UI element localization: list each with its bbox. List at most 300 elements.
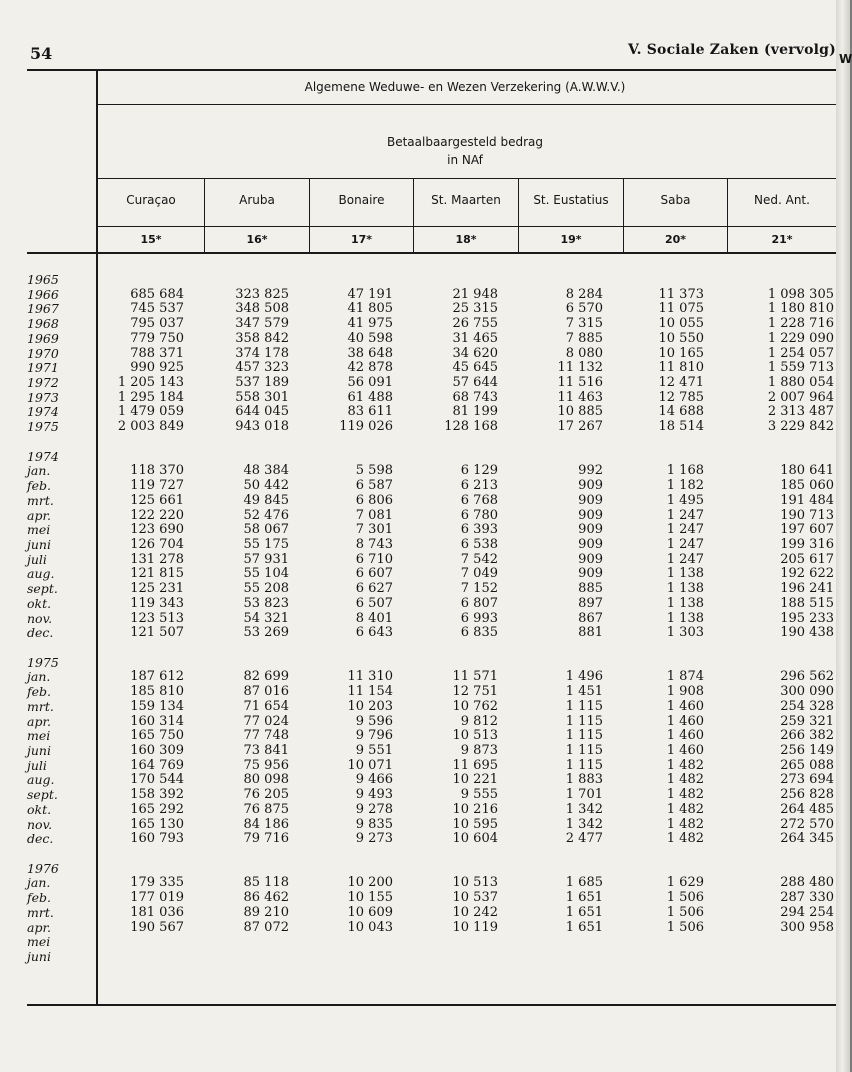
row-label: juni [27,743,51,758]
table-cell [519,641,603,656]
table-cell: 34 620 [452,345,498,361]
row-label: aug. [27,772,55,788]
table-cell: 159 134 [130,698,184,714]
table-cell: 6 780 [460,507,498,523]
table-cell: 21 948 [452,286,498,302]
table-cell: 77 024 [243,713,289,729]
table-cell: 160 309 [130,743,184,758]
table-cell: 185 060 [780,478,834,494]
table-cell: 1 168 [666,463,704,479]
table-cell [519,862,603,877]
table-cell: 10 609 [347,904,393,920]
table-cell: 3 229 842 [767,419,834,435]
table-cell [728,950,834,965]
table-cell: 9 812 [460,713,498,729]
table-cell: 11 695 [452,757,498,773]
table-cell [624,450,704,465]
table-cell: 1 880 054 [767,375,834,391]
table-cell: 11 516 [557,375,603,391]
table-cell: 1 482 [666,787,704,803]
table-cell: 41 975 [347,316,393,332]
row-label: 1975 [27,654,59,670]
table-cell [519,435,603,450]
row-label: apr. [27,713,52,729]
table-cell: 10 595 [452,816,498,832]
table-cell: 685 684 [130,286,184,302]
row-label: feb. [27,890,51,906]
table-cell: 9 596 [355,713,393,729]
table-cell: 1 115 [565,698,603,714]
table-cell: 5 598 [355,463,393,479]
table-cell: 6 393 [460,522,498,538]
table-cell [414,935,498,950]
table-cell: 53 269 [243,625,289,641]
row-label: okt. [27,595,52,611]
table-cell: 81 199 [452,404,498,420]
table-cell: 6 607 [355,566,393,582]
table-cell: 57 644 [452,375,498,391]
table-cell: 160 793 [130,831,184,847]
section-title: V. Sociale Zaken (vervolg) [627,42,836,58]
table-cell: 1 559 713 [767,360,834,376]
table-cell: 1 506 [666,904,704,920]
table-cell: 179 335 [130,875,184,891]
table-cell: 909 [578,522,603,538]
row-label: nov. [27,816,53,832]
table-cell: 1 247 [666,536,704,552]
table-cell: 1 247 [666,522,704,538]
table-cell: 1 138 [666,581,704,597]
table-cell [414,847,498,862]
table-cell: 745 537 [130,301,184,317]
table-cell: 187 612 [130,669,184,685]
table-cell: 264 485 [780,801,834,817]
table-cell [310,450,393,465]
table-cell: 8 401 [355,610,393,626]
top-rule [27,69,836,71]
table-cell: 126 704 [130,536,184,552]
table-cell: 943 018 [235,419,289,435]
data-column-saba [624,273,704,965]
table-cell: 50 442 [243,478,289,494]
table-cell: 57 931 [243,551,289,567]
table-cell: 9 555 [460,787,498,803]
table-cell: 1 629 [666,875,704,891]
table-cell: 881 [578,625,603,641]
table-cell: 8 743 [355,536,393,552]
table-cell: 190 713 [780,507,834,523]
table-cell [624,847,704,862]
table-cell [310,641,393,656]
table-subtitle [98,133,832,169]
data-column-aruba [205,273,289,965]
table-cell: 885 [578,581,603,597]
table-cell [310,935,393,950]
row-label: 1967 [27,301,59,317]
table-cell: 119 026 [339,419,393,435]
table-cell: 165 292 [130,801,184,817]
table-cell: 9 466 [355,772,393,788]
table-cell: 1 342 [565,801,603,817]
table-cell: 12 751 [452,684,498,700]
table-cell: 1 254 057 [767,345,834,361]
table-cell: 10 513 [452,728,498,744]
table-cell: 1 482 [666,816,704,832]
table-cell: 83 611 [347,404,393,420]
table-cell: 9 273 [355,831,393,847]
row-label: juli [27,551,47,567]
table-cell: 1 247 [666,551,704,567]
table-cell [205,656,289,671]
table-cell [728,656,834,671]
table-cell: 2 477 [565,831,603,847]
row-label: juni [27,536,51,552]
row-label: 1976 [27,860,59,876]
table-cell [310,435,393,450]
row-label: mei [27,522,51,538]
table-cell: 199 316 [780,536,834,552]
table-cell [414,450,498,465]
table-cell: 185 810 [130,684,184,700]
table-cell [98,847,184,862]
table-cell: 10 200 [347,875,393,891]
table-cell: 79 716 [243,831,289,847]
row-label: mei [27,934,51,950]
row-label: feb. [27,478,51,494]
column-number-st-maarten: 18* [455,233,477,246]
table-cell: 121 507 [130,625,184,641]
table-cell [728,435,834,450]
table-cell [98,450,184,465]
table-cell [205,862,289,877]
column-header-st-maarten: St. Maarten [431,193,501,207]
table-cell [310,273,393,288]
table-cell [98,935,184,950]
row-label: dec. [27,831,54,847]
table-cell: 12 471 [658,375,704,391]
table-cell: 1 883 [565,772,603,788]
table-cell [205,641,289,656]
table-cell: 11 132 [557,360,603,376]
table-cell: 8 080 [565,345,603,361]
table-cell: 1 180 810 [767,301,834,317]
table-cell: 7 081 [355,507,393,523]
table-cell [98,435,184,450]
table-cell: 1 228 716 [767,316,834,332]
table-cell: 54 321 [243,610,289,626]
row-label: aug. [27,566,55,582]
table-cell [728,847,834,862]
table-cell: 164 769 [130,757,184,773]
table-cell: 288 480 [780,875,834,891]
table-cell: 10 762 [452,698,498,714]
table-cell: 7 301 [355,522,393,538]
table-cell: 87 016 [243,684,289,700]
table-cell [414,656,498,671]
column-numbers-rule [27,252,836,254]
table-cell: 272 570 [780,816,834,832]
row-label: 1969 [27,330,59,346]
row-label: dec. [27,625,54,641]
table-cell: 86 462 [243,890,289,906]
table-cell [624,935,704,950]
adjacent-page-letter: W [839,52,852,66]
table-cell: 55 104 [243,566,289,582]
table-cell: 7 152 [460,581,498,597]
table-cell: 190 438 [780,625,834,641]
column-header-st-eustatius: St. Eustatius [533,193,609,207]
table-cell: 1 482 [666,772,704,788]
table-cell: 10 119 [452,919,498,935]
table-cell: 1 460 [666,743,704,758]
table-cell: 11 310 [347,669,393,685]
row-label: 1970 [27,345,59,361]
table-cell: 165 130 [130,816,184,832]
table-cell: 10 155 [347,890,393,906]
table-cell: 10 216 [452,801,498,817]
row-label: mrt. [27,698,54,714]
table-subtitle-line1: Betaalbaargesteld bedrag [386,135,544,149]
table-cell: 11 154 [347,684,393,700]
table-cell: 11 075 [658,301,704,317]
table-cell: 1 482 [666,757,704,773]
bottom-rule [27,1004,836,1006]
table-cell [519,847,603,862]
table-cell: 158 392 [130,787,184,803]
table-cell [519,273,603,288]
table-cell: 7 315 [565,316,603,332]
table-cell [414,862,498,877]
table-cell: 1 495 [666,492,704,508]
data-column-bonaire [310,273,393,965]
table-cell: 82 699 [243,669,289,685]
table-cell [98,862,184,877]
table-cell: 56 091 [347,375,393,391]
table-cell: 52 476 [243,507,289,523]
table-cell: 1 479 059 [117,404,184,420]
table-cell: 8 284 [565,286,603,302]
row-label [27,641,95,656]
table-cell [624,273,704,288]
table-cell: 76 205 [243,787,289,803]
table-cell: 10 885 [557,404,603,420]
row-label: 1966 [27,286,59,302]
table-cell: 53 823 [243,595,289,611]
table-cell: 75 956 [243,757,289,773]
row-label: mrt. [27,492,54,508]
table-cell [728,641,834,656]
table-cell: 9 551 [355,743,393,758]
table-cell: 123 690 [130,522,184,538]
table-cell: 9 493 [355,787,393,803]
table-cell: 73 841 [243,743,289,758]
table-cell [310,847,393,862]
table-cell: 2 003 849 [117,419,184,435]
table-cell [205,450,289,465]
table-cell: 170 544 [130,772,184,788]
table-cell [728,450,834,465]
table-cell: 6 806 [355,492,393,508]
table-cell: 196 241 [780,581,834,597]
table-cell: 992 [578,463,603,479]
table-cell: 1 205 143 [117,375,184,391]
table-cell: 125 661 [130,492,184,508]
table-cell: 266 382 [780,728,834,744]
table-cell: 1 506 [666,890,704,906]
table-cell: 49 845 [243,492,289,508]
row-label: juni [27,949,51,965]
table-cell: 1 138 [666,610,704,626]
table-cell: 1 115 [565,743,603,758]
table-cell: 347 579 [235,316,289,332]
table-cell: 1 247 [666,507,704,523]
table-cell: 17 267 [557,419,603,435]
table-cell: 264 345 [780,831,834,847]
column-header-ned-ant: Ned. Ant. [754,193,810,207]
row-label: mrt. [27,904,54,920]
row-label: juli [27,757,47,773]
table-cell: 1 908 [666,684,704,700]
table-cell: 1 496 [565,669,603,685]
table-cell: 7 542 [460,551,498,567]
table-cell: 55 175 [243,536,289,552]
table-cell [414,435,498,450]
table-cell: 77 748 [243,728,289,744]
table-cell: 294 254 [780,904,834,920]
table-cell: 197 607 [780,522,834,538]
table-cell: 296 562 [780,669,834,685]
table-cell: 1 651 [565,890,603,906]
table-cell: 909 [578,492,603,508]
table-cell [728,935,834,950]
table-cell: 6 710 [355,551,393,567]
table-cell: 10 242 [452,904,498,920]
table-cell [98,656,184,671]
table-cell: 11 810 [658,360,704,376]
table-cell: 1 651 [565,919,603,935]
table-cell: 909 [578,478,603,494]
table-cell: 10 165 [658,345,704,361]
table-cell: 348 508 [235,301,289,317]
table-cell: 10 043 [347,919,393,935]
table-cell: 55 208 [243,581,289,597]
table-cell [98,641,184,656]
table-cell: 45 645 [452,360,498,376]
table-cell [98,273,184,288]
table-cell [624,862,704,877]
table-cell: 1 229 090 [767,330,834,346]
table-cell: 358 842 [235,330,289,346]
column-number-aruba: 16* [246,233,268,246]
table-cell: 1 098 305 [767,286,834,302]
table-cell: 1 138 [666,566,704,582]
table-cell: 897 [578,595,603,611]
row-label: feb. [27,684,51,700]
table-cell: 12 785 [658,389,704,405]
table-cell: 205 617 [780,551,834,567]
table-cell: 9 873 [460,743,498,758]
table-cell: 123 513 [130,610,184,626]
row-label: 1974 [27,404,59,420]
data-column-ned-ant [728,273,834,965]
row-label: 1965 [27,272,59,287]
table-cell: 177 019 [130,890,184,906]
table-cell: 273 694 [780,772,834,788]
table-cell: 7 049 [460,566,498,582]
table-cell: 265 088 [780,757,834,773]
table-cell: 1 138 [666,595,704,611]
table-cell: 1 482 [666,801,704,817]
table-cell: 71 654 [243,698,289,714]
table-cell: 11 571 [452,669,498,685]
table-cell: 190 567 [130,919,184,935]
row-label: 1973 [27,389,59,405]
table-cell: 6 507 [355,595,393,611]
table-subtitle-line2: in NAf [447,153,483,167]
table-cell: 128 168 [444,419,498,435]
table-cell: 188 515 [780,595,834,611]
table-cell [519,950,603,965]
table-cell: 1 115 [565,757,603,773]
table-cell: 80 098 [243,772,289,788]
column-number-st-eustatius: 19* [560,233,582,246]
row-label: apr. [27,507,52,523]
table-cell: 165 750 [130,728,184,744]
row-label: nov. [27,610,53,626]
row-label: 1972 [27,375,59,391]
table-cell [98,950,184,965]
table-cell: 18 514 [658,419,704,435]
table-cell [624,641,704,656]
row-label: sept. [27,787,58,803]
table-cell [414,950,498,965]
table-cell [414,641,498,656]
table-cell: 7 885 [565,330,603,346]
table-cell [519,935,603,950]
table-cell [310,862,393,877]
table-cell: 1 451 [565,684,603,700]
column-number-ned-ant: 21* [771,233,793,246]
table-cell: 10 550 [658,330,704,346]
column-header-curacao: Curaçao [126,193,176,207]
column-number-bonaire: 17* [350,233,373,246]
table-cell: 160 314 [130,713,184,729]
table-cell: 795 037 [130,316,184,332]
table-cell: 41 805 [347,301,393,317]
table-cell: 9 835 [355,816,393,832]
table-cell: 1 482 [666,831,704,847]
row-label: jan. [27,669,51,685]
table-cell: 6 627 [355,581,393,597]
row-label: apr. [27,919,52,935]
table-cell: 256 149 [780,743,834,758]
table-cell: 256 828 [780,787,834,803]
table-cell: 1 342 [565,816,603,832]
table-cell: 48 384 [243,463,289,479]
table-cell: 374 178 [235,345,289,361]
table-cell: 181 036 [130,904,184,920]
table-cell: 121 815 [130,566,184,582]
table-cell: 1 115 [565,713,603,729]
table-cell: 6 587 [355,478,393,494]
table-cell: 25 315 [452,301,498,317]
row-label: 1975 [27,419,59,435]
table-cell: 10 221 [452,772,498,788]
table-cell: 61 488 [347,389,393,405]
table-cell: 42 878 [347,360,393,376]
table-cell: 191 484 [780,492,834,508]
table-cell: 990 925 [130,360,184,376]
